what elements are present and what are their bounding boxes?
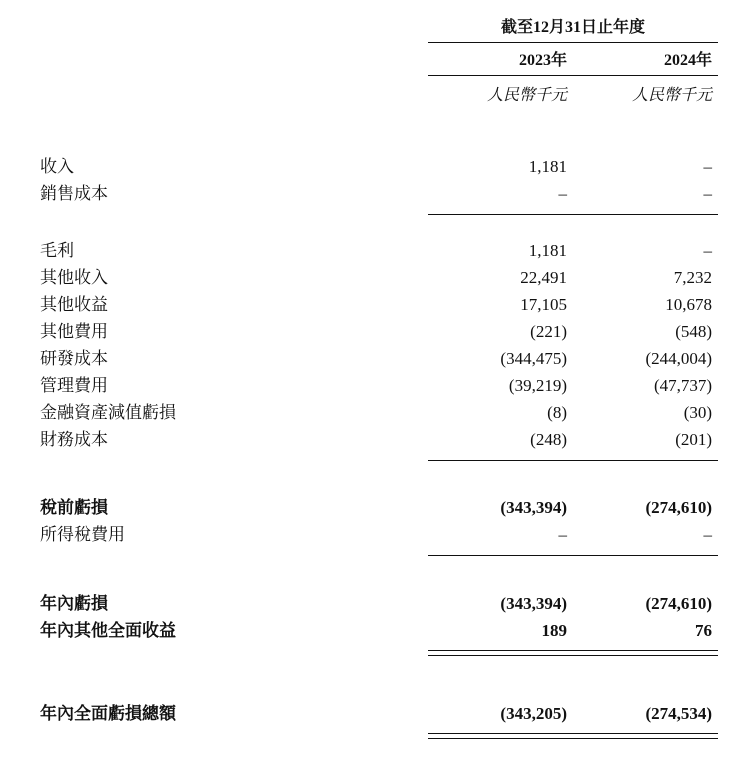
row-value-gross-profit-2023: 1,181 [528,240,567,260]
row-value-impairment-loss-2024: (30) [683,402,713,422]
row-label-finance-costs: 財務成本 [40,429,108,449]
double-underline-2024-total [573,734,718,739]
row-value-impairment-loss-2023: (8) [547,402,567,422]
row-value-other-income-2024: 7,232 [673,267,713,287]
period-header: 截至12月31日止年度 [428,14,718,43]
row-label-gross-profit: 毛利 [40,240,74,260]
row-value-other-expenses-2023: (221) [530,321,567,341]
table-row [28,426,718,453]
row-label-loss-before-tax: 稅前虧損 [40,498,108,517]
row-value-revenue-2023: 1,181 [528,157,567,176]
row-value-gross-profit-2024: – [703,240,713,260]
row-value-other-comprehensive-income-2023: 189 [541,620,567,640]
table-row [28,521,718,548]
row-label-income-tax-expense: 所得稅費用 [40,525,125,544]
row-value-finance-costs-2023: (248) [530,429,567,449]
rule-spacer-1 [28,207,718,214]
financial-statement-page [0,14,750,772]
row-label-rnd-costs: 研發成本 [40,348,108,368]
row-value-total-comprehensive-loss-2024: (274,534) [645,703,713,723]
column-header-2023: 2023年 [428,43,573,76]
table-row [28,180,718,207]
table-row [28,372,718,399]
table-row [28,318,718,345]
spacer-after-header [28,109,718,153]
row-value-finance-costs-2024: (201) [675,429,713,449]
row-value-other-gains-2023: 17,105 [520,294,567,314]
row-label-revenue: 收入 [40,157,74,176]
table-row [28,617,718,644]
header-spacer-3 [28,76,428,110]
row-value-income-tax-expense-2023: – [558,525,567,544]
row-value-income-tax-expense-2024: – [703,525,713,544]
row-value-revenue-2024: – [703,157,713,176]
row-label-cost-of-sales: 銷售成本 [40,184,108,203]
table-header-unit-row [28,76,718,110]
row-value-rnd-costs-2023: (344,475) [500,348,567,368]
rule-spacer-2 [28,453,718,460]
row-value-rnd-costs-2024: (244,004) [645,348,713,368]
rule-spacer-4 [28,644,718,651]
double-rule-2 [28,734,718,739]
row-value-loss-for-year-2023: (343,394) [500,593,567,613]
row-value-other-expenses-2024: (548) [675,321,713,341]
row-value-cost-of-sales-2023: – [558,184,567,203]
table-row [28,264,718,291]
row-label-other-expenses: 其他費用 [40,321,108,341]
spacer-before-pretax-loss [28,460,718,494]
table-header-year-row [28,43,718,76]
rule-spacer-3 [28,548,718,555]
row-value-total-comprehensive-loss-2023: (343,205) [500,703,567,723]
table-row [28,345,718,372]
income-statement-table [28,14,718,739]
table-row [28,700,718,727]
row-label-other-gains: 其他收益 [40,294,108,314]
column-unit-2024: 人民幣千元 [632,87,713,104]
row-label-loss-for-year: 年內虧損 [40,593,108,613]
table-row [28,399,718,426]
row-value-loss-for-year-2024: (274,610) [645,593,713,613]
row-value-loss-before-tax-2023: (343,394) [500,498,567,517]
header-spacer-2 [28,43,428,76]
row-value-admin-expenses-2024: (47,737) [653,375,713,395]
table-header-period-row [28,14,718,43]
row-value-other-comprehensive-income-2024: 76 [695,620,713,640]
row-value-loss-before-tax-2024: (274,610) [645,498,713,517]
table-row [28,590,718,617]
row-label-other-comprehensive-income: 年內其他全面收益 [40,620,176,640]
column-unit-2023: 人民幣千元 [486,87,567,104]
table-row [28,494,718,521]
spacer-before-total [28,656,718,700]
row-value-other-gains-2024: 10,678 [665,294,713,314]
spacer-before-year-loss [28,556,718,590]
column-header-2024: 2024年 [573,43,718,76]
row-value-cost-of-sales-2024: – [703,184,713,203]
double-underline-2023-total [428,734,573,739]
row-value-other-income-2023: 22,491 [520,267,567,287]
table-row [28,153,718,180]
table-row [28,291,718,318]
rule-spacer-5 [28,727,718,734]
row-label-total-comprehensive-loss: 年內全面虧損總額 [40,703,176,723]
table-row [28,237,718,264]
row-label-impairment-loss: 金融資產減值虧損 [40,402,176,422]
row-label-admin-expenses: 管理費用 [40,375,108,395]
row-label-other-income: 其他收入 [40,267,108,287]
row-value-admin-expenses-2023: (39,219) [508,375,567,395]
header-spacer [28,14,428,43]
spacer-before-gross-profit [28,215,718,237]
